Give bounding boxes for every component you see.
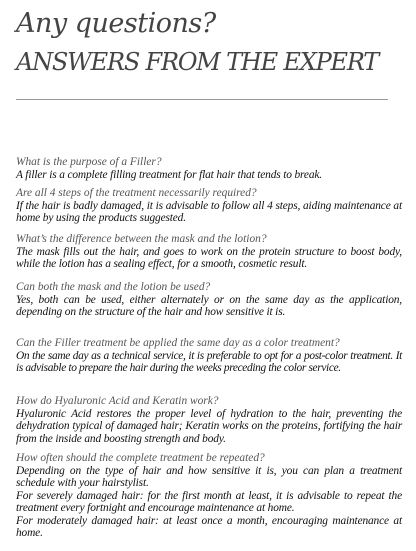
faq-answer-paragraph: On the same day as a technical service, it is preferable to opt for a post-color treatment. It is advisable to prepare the hair during the weeks preceding the color service. <box>16 350 402 375</box>
faq-item-frequency <box>16 452 402 539</box>
faq-answer <box>16 294 402 319</box>
faq-answer <box>16 465 402 539</box>
faq-question: Can the Filler treatment be applied the same day as a color treatment? <box>16 337 340 349</box>
faq-answer-paragraph: The mask fills out the hair, and goes to work on the protein structure to boost body, while the lotion has a sealing effect, for a smooth, cosmetic result. <box>16 246 402 271</box>
faq-answer-paragraph: Hyaluronic Acid restores the proper level of hydration to the hair, preventing the dehydration typical of damaged hair; Keratin works on the proteins, fortifying the hair from the inside and boosting strength and body. <box>16 408 402 445</box>
faq-item-steps <box>16 187 402 225</box>
faq-item-mask-vs-lotion <box>16 233 402 271</box>
faq-item-color <box>16 337 402 375</box>
faq-answer <box>16 350 402 375</box>
faq-answer-paragraph: For moderately damaged hair: at least once a month, encouraging maintenance at home. <box>16 514 402 540</box>
faq-item-hyaluronic <box>16 395 402 445</box>
faq-question: What is the purpose of a Filler? <box>16 156 162 168</box>
header-divider <box>16 99 388 100</box>
faq-answer <box>16 169 402 181</box>
faq-answer <box>16 408 402 445</box>
faq-answer-paragraph: If the hair is badly damaged, it is advisable to follow all 4 steps, aiding maintenance at home by using the products suggested. <box>16 200 402 225</box>
faq-item-both <box>16 281 402 319</box>
faq-question: What’s the difference between the mask and the lotion? <box>16 233 267 245</box>
faq-question: How often should the complete treatment be repeated? <box>16 452 265 464</box>
faq-answer-paragraph: Yes, both can be used, either alternately or on the same day as the application, depending on the structure of the hair and how sensitive it is. <box>16 294 402 319</box>
faq-answer-paragraph: For severely damaged hair: for the first month at least, it is advisable to repeat the treatment every fortnight and encourage maintenance at home. <box>16 489 402 515</box>
title-line-1: Any questions? <box>16 8 216 39</box>
faq-item-purpose <box>16 156 402 181</box>
faq-answer-paragraph: A filler is a complete filling treatment for flat hair that tends to break. <box>16 169 322 181</box>
faq-question: Can both the mask and the lotion be used? <box>16 281 211 293</box>
faq-question: How do Hyaluronic Acid and Keratin work? <box>16 395 219 407</box>
faq-answer-paragraph: Depending on the type of hair and how sensitive it is, you can plan a treatment schedule with your hairstylist. <box>16 465 402 490</box>
faq-question: Are all 4 steps of the treatment necessarily required? <box>16 187 257 199</box>
faq-answer <box>16 246 402 271</box>
title-line-2: ANSWERS FROM THE EXPERT <box>16 48 379 76</box>
faq-answer <box>16 200 402 225</box>
